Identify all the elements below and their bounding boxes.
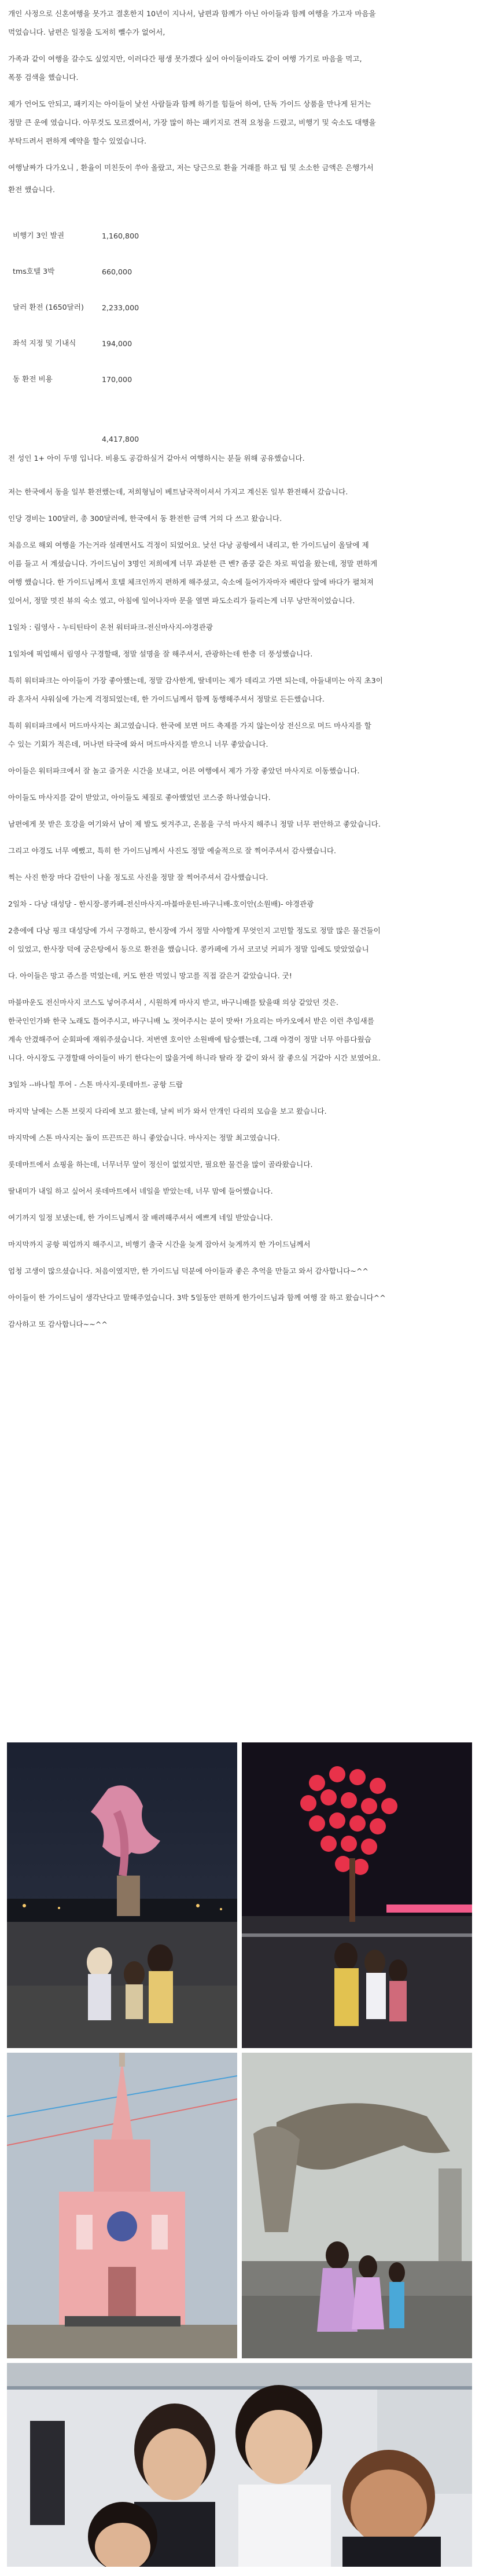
text-line: 계속 안겼해주어 순회파에 재워주셨습니다. 저번엔 호이안 소원배에 탑승했는데, 그래 야경이 정말 너무 아름다웠습: [8, 1035, 371, 1044]
cost-amount: 194,000: [102, 339, 132, 348]
cost-amount: 1,160,800: [102, 231, 139, 240]
text-line: 찍는 사진 한장 마다 감탄이 나올 정도로 사진을 정말 잘 찍어주셔서 감사했습니다.: [8, 873, 268, 882]
text-line: 부탁드려서 편하게 예약을 할수 있었습니다.: [8, 137, 146, 145]
text-line: 아이들은 워터파크에서 잘 놀고 즐거운 시간을 보내고, 어른 여행에서 제가 가장 좋았던 마사지로 이동했습니다.: [8, 766, 360, 775]
cost-note: 전 성인 1+ 아이 두명 입니다. 비용도 공감하실거 같아서 여행하시는 분들 위해 공유했습니다.: [8, 454, 305, 463]
itinerary-paragraph: [8, 483, 474, 1334]
text-line: 한국인인가봐 한국 노래도 틀어주시고, 바구니배 노 젓어주시는 분이 맛싸! 가요리는 마카오에서 받은 이런 추임새를: [8, 1017, 374, 1025]
cost-amount: 660,000: [102, 267, 132, 276]
photo-pink-cathedral: [7, 2053, 237, 2358]
text-line: 마지막까지 공항 픽업까지 해주시고, 비행기 출국 시간을 늦게 잡아서 늦게까지 한 가이드님께서: [8, 1240, 311, 1249]
text-line: 2층에에 다낭 핑크 대성당에 가서 구경하고, 한시장에 가서 정말 사야할게 무엇인지 고민할 정도로 정말 많은 물건들이: [8, 926, 381, 935]
text-line: 라 혼자서 샤워실에 가는게 걱정되었는데, 한 가이드님께서 함께 동행해주셔서 정말로 든든했습니다.: [8, 695, 325, 703]
review-body: [8, 0, 474, 1334]
text-line: 1일차에 픽업해서 림영사 구경할때, 정말 설명을 잘 해주셔서, 관광하는데 한층 더 풍성했습니다.: [8, 649, 313, 658]
cost-amount: 170,000: [102, 375, 132, 384]
cost-row: [13, 218, 194, 254]
text-line: 있어서, 정말 멋진 뷰의 숙소 였고, 아침에 일어나자마 문을 열면 파도소리가 들리는게 너무 낭만적이었습니다.: [8, 596, 355, 605]
text-line: 다. 아이들은 망고 쥬스를 먹었는데, 커도 한잔 먹었니 망고를 직접 갈은거 같았습니다. 굿!: [8, 971, 292, 980]
text-line: 이 있었고, 한사장 덕에 궁은탕에서 동으로 환전을 했습니다. 콩카페에 가서 코코넛 커피가 정말 입에도 맞았었습니: [8, 945, 369, 953]
cost-row: [13, 361, 194, 397]
text-line: 1일차 : 림영사 - 누티틴타이 온천 워터파크-전신마사지-야경관광: [8, 623, 213, 632]
cost-amount: 2,233,000: [102, 303, 139, 312]
text-line: 그리고 야경도 너무 예뻤고, 특히 한 가이드님께서 사진도 정말 예술적으로 잘 찍어주셔서 감사했습니다.: [8, 846, 336, 855]
cost-item: tms호텔 3박: [13, 267, 55, 276]
text-line: 이름 들고 서 계셨습니다. 가이드님이 3명인 저희에게 너무 과분한 큰 벤? 좀쿵 같은 차로 픽업을 왔는데, 정말 편하게: [8, 559, 378, 568]
intro-paragraph: [8, 5, 474, 199]
text-line: 마지막에 스톤 마사지는 돌이 뜨끈뜨끈 하니 좋았습니다. 마사지는 정말 최고였습니다.: [8, 1133, 280, 1142]
text-line: 여기까지 일정 보냈는데, 한 가이드님께서 잘 배려해주셔서 예쁘게 네일 받았습니다.: [8, 1213, 273, 1222]
photo-love-lock-tree: [242, 1742, 472, 2048]
cost-row: [13, 325, 194, 361]
photo-family-selfie: [7, 2363, 472, 2567]
text-line: 아이들이 한 가이드님이 생각난다고 말해주었습니다. 3박 5일동안 편하게 한가이드님과 함께 여행 잘 하고 왔습니다^^: [8, 1293, 386, 1302]
text-line: 딸내미가 내일 하고 싶어서 롯데마트에서 네일을 받았는데, 너무 맘에 들어했습니다.: [8, 1187, 273, 1195]
text-line: 특히 워터파크에서 머드마사지는 최고였습니다. 한국에 보면 머드 축제를 가지 않는이상 전신으로 머드 마사지를 할: [8, 721, 371, 730]
photo-dragon-bridge: [7, 1742, 237, 2048]
text-line: 먹었습니다. 남편은 일정을 도저히 뺄수가 없어서,: [8, 28, 165, 36]
text-line: 니다. 아시장도 구경할때 아이들이 바기 한다는이 많을거에 하니라 탈라 장 같이 와서 잘 좋으실 거같아 시간 보였어요.: [8, 1054, 381, 1062]
text-line: 제가 언어도 안되고, 패키지는 아이들이 낯선 사람들과 함께 하기를 힘들어 하여, 단독 가이드 상품을 만나게 된거는: [8, 100, 371, 108]
text-line: 감사하고 또 감사합니다~~^^: [8, 1320, 108, 1329]
text-line: 저는 한국에서 동을 일부 환전했는데, 저희형님이 베트남국적이셔서 가지고 계신돈 일부 환전해서 갔습니다.: [8, 487, 348, 496]
text-line: 정말 큰 운에 였습니다. 아무것도 모르겠어서, 가장 많이 하는 패키지로 견적 요청을 드렸고, 비행기 및 숙소도 대행을: [8, 118, 376, 127]
text-line: 환전 했습니다.: [8, 185, 55, 194]
text-line: 가족과 같이 여행을 갈수도 싶었지만, 이러다간 평생 못가겠다 싶어 아이들이라도 같이 여행 가기로 마음을 먹고,: [8, 54, 362, 63]
text-line: 인당 경비는 100달러, 총 300달러에, 한국에서 동 환전한 금액 거의 다 쓰고 왔습니다.: [8, 514, 282, 523]
text-line: 처음으로 해외 여행을 가는거라 설레면서도 걱정이 되었어요. 낮선 다낭 공항에서 내리고, 한 가이드님이 올달에 제: [8, 541, 369, 549]
cost-total: 4,417,800: [102, 435, 139, 443]
text-line: 2일차 - 다낭 대성당 - 한시장-콩카페-전신마사지-마블마운틴-바구니배-호이안(소원배)- 야경관광: [8, 900, 314, 908]
text-line: 3일차 --바나힐 투어 - 스톤 마사지-롯데마트- 공항 드랍: [8, 1080, 183, 1089]
cost-item: 비행기 3인 발권: [13, 231, 65, 240]
cost-table: [13, 218, 194, 443]
cost-item: 동 환전 비용: [13, 375, 53, 383]
text-line: 개인 사정으로 신혼여행을 못가고 결혼한지 10년이 지나서, 남편과 함께가 아닌 아이들과 함께 여행을 가고자 마음을: [8, 9, 376, 18]
text-line: 롯데마트에서 쇼핑을 하는데, 너무너무 앞이 정신이 없었지만, 필요한 물건을 많이 골라왔습니다.: [8, 1160, 313, 1169]
text-line: 여행날짜가 다가오니 , 환율이 미친듯이 쑤아 올랐고, 저는 당근으로 환율 거래를 하고 팁 및 소소한 금액은 은행가서: [8, 163, 374, 172]
cost-item: 좌석 지정 및 기내식: [13, 339, 76, 347]
text-line: 엄청 고생이 많으셨습니다. 처음이였지만, 한 가이드님 덕분에 아이들과 좋은 추억을 만들고 와서 감사합니다~^^: [8, 1267, 369, 1275]
text-line: 아이들도 마사지를 같이 받았고, 아이들도 체질로 좋아했었던 코스중 하나였습니다.: [8, 793, 271, 802]
photo-golden-hands-bridge: [242, 2053, 472, 2358]
text-line: 마블마운도 전신마사지 코스도 넣어주셔서 , 시원하게 마사지 받고, 바구니배를 탔을때 의상 같았던 것은.: [8, 998, 339, 1007]
text-line: 폭풍 검색을 했습니다.: [8, 73, 79, 82]
text-line: 남편에게 못 받은 호강을 여기와서 남이 제 발도 씻겨주고, 온몸을 구석 마사지 해주니 정말 너무 편안하고 좋았습니다.: [8, 820, 381, 828]
text-line: 마지막 날에는 스톤 브릿지 다리에 보고 왔는데, 날씨 비가 와서 안개인 다리의 모습을 보고 왔습니다.: [8, 1107, 327, 1115]
cost-row: [13, 289, 194, 325]
cost-total-label: [13, 397, 98, 443]
text-line: 수 있는 기회가 적은데, 머나먼 타국에 와서 머드마사지를 받으니 너무 좋았습니다.: [8, 740, 268, 748]
text-line: 특히 워터파크는 아이들이 가장 좋아했는데, 정말 감사한게, 딸네미는 제가 데리고 가면 되는데, 아들내미는 아직 초3이: [8, 676, 383, 685]
cost-row: [13, 254, 194, 289]
text-line: 여행 했습니다. 한 가이드님께서 호텔 체크인까지 편하게 해주셨고, 숙소에 들어가자마자 베란다 앞에 바다가 펼쳐져: [8, 578, 374, 586]
cost-total-row: [13, 397, 194, 443]
cost-item: 달러 환전 (1650달러): [13, 303, 84, 311]
